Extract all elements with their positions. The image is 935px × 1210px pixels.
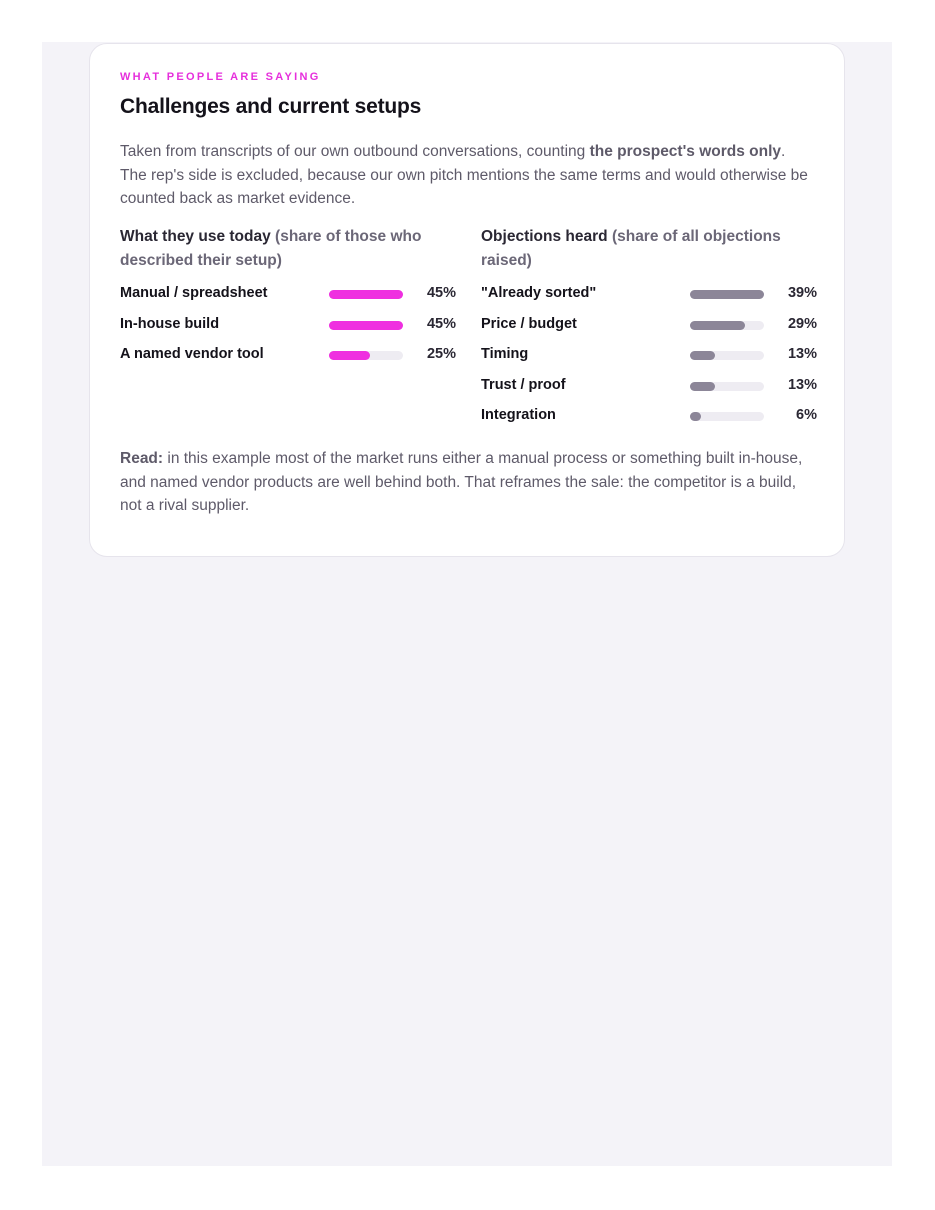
read-label: Read: (120, 450, 164, 467)
bar-value-label: 39% (787, 285, 817, 301)
bar-fill (329, 290, 403, 299)
bar-label: Trust / proof (481, 376, 566, 393)
bar-value-label: 6% (796, 407, 817, 423)
bar-row (481, 284, 817, 315)
objections-bars (481, 284, 817, 437)
bar-value-label: 45% (426, 285, 456, 301)
bar-row (120, 345, 456, 376)
insight-card (89, 43, 845, 557)
bar-fill (329, 351, 370, 360)
bar-value-label: 29% (787, 315, 817, 332)
bar-fill (690, 382, 715, 391)
bar-row (481, 376, 817, 407)
objections-title: Objections heard (481, 228, 608, 245)
current-setup-chart (120, 225, 456, 376)
bar-track (690, 412, 764, 421)
bar-value-label: 13% (787, 376, 817, 393)
card-title: Challenges and current setups (120, 95, 422, 118)
current-setup-title: What they use today (120, 228, 271, 245)
bar-label: Timing (481, 346, 529, 362)
bar-track (690, 321, 764, 330)
bar-track (690, 351, 764, 360)
bar-label: A named vendor tool (120, 346, 264, 362)
bar-label: In-house build (120, 315, 220, 332)
bar-track (329, 351, 403, 360)
bar-row (481, 315, 817, 346)
bar-row (481, 406, 817, 437)
intro-text-2: . The rep's side is excluded, because our own pitch mentions the same terms and would otherwise be counted back as market evidence. (120, 143, 808, 207)
bar-track (690, 290, 764, 299)
intro-paragraph (120, 140, 810, 211)
bar-label: Price / budget (481, 315, 577, 332)
bar-fill (329, 321, 403, 330)
bar-row (120, 315, 456, 346)
bar-row (481, 345, 817, 376)
bar-value-label: 13% (787, 346, 817, 362)
bar-track (690, 382, 764, 391)
current-setup-bars (120, 284, 456, 376)
bar-track (329, 290, 403, 299)
current-setup-heading (120, 225, 456, 273)
eyebrow-label: WHAT PEOPLE ARE SAYING (120, 71, 321, 83)
objections-chart (481, 225, 817, 437)
bar-fill (690, 290, 764, 299)
bar-fill (690, 351, 715, 360)
bar-label: Integration (481, 407, 556, 423)
intro-emphasis: the prospect's words only (589, 143, 782, 160)
bar-value-label: 45% (426, 315, 456, 332)
bar-label: Manual / spreadsheet (120, 285, 268, 301)
intro-text-1: Taken from transcripts of our own outbound conversations, counting (120, 143, 590, 160)
bar-fill (690, 412, 701, 421)
objections-subtitle: (share of all objections raised) (481, 228, 781, 269)
bar-row (120, 284, 456, 315)
bar-value-label: 25% (426, 346, 456, 362)
objections-heading (481, 225, 817, 273)
current-setup-subtitle: (share of those who described their setup) (120, 228, 422, 269)
bar-label: "Already sorted" (481, 285, 597, 301)
bar-fill (690, 321, 745, 330)
read-paragraph (120, 447, 816, 518)
bar-track (329, 321, 403, 330)
read-text: in this example most of the market runs either a manual process or something built in-house, and named vendor products are well behind both. That reframes the sale: the competitor is a build, not a rival supplier. (120, 450, 803, 514)
